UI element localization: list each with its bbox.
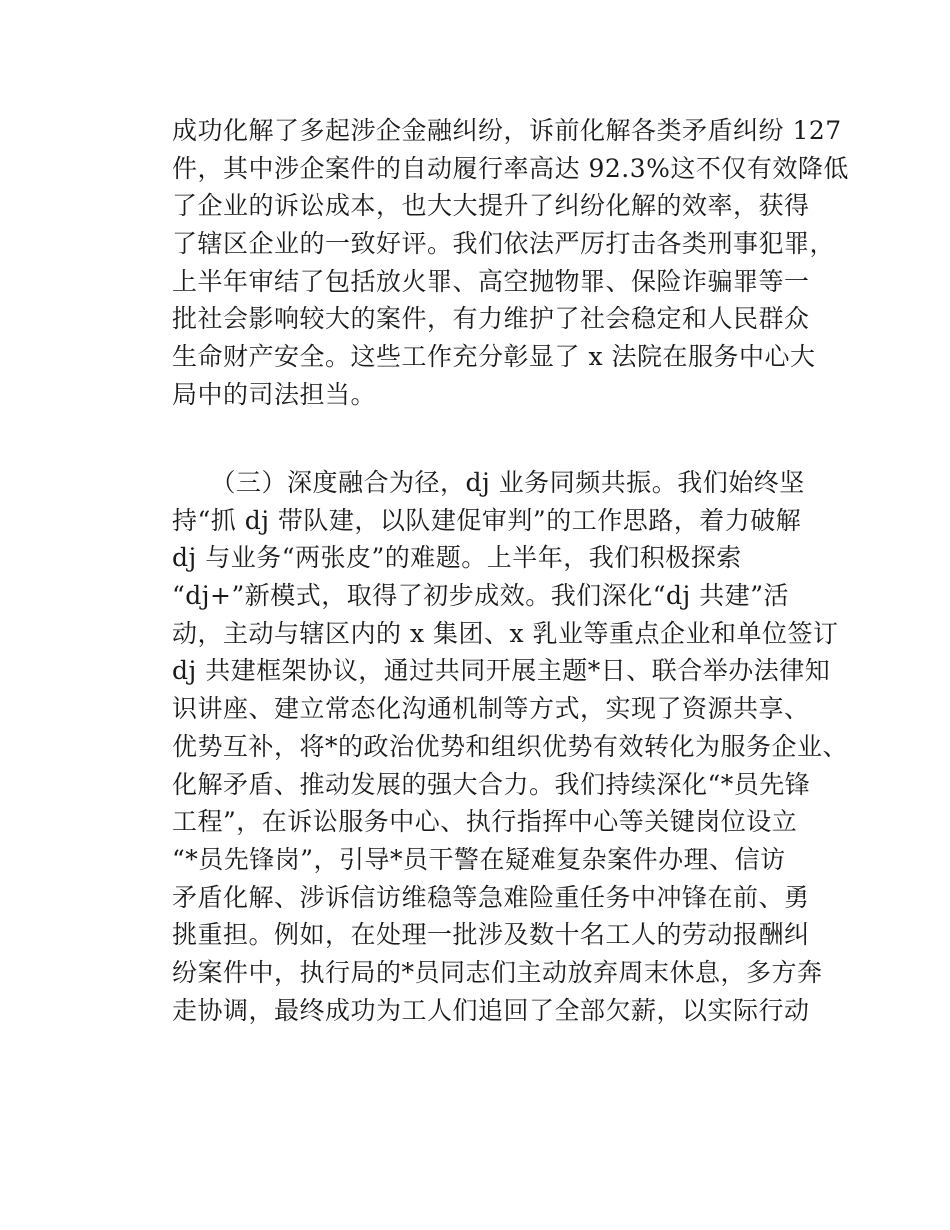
text-line: 件，其中涉企案件的自动履行率高达 92.3%这不仅有效降低 bbox=[172, 153, 849, 183]
paragraph-court-work-results bbox=[172, 112, 849, 414]
text-line: “dj+”新模式，取得了初步成效。我们深化“dj 共建”活 bbox=[172, 581, 790, 611]
text-line: 局中的司法担当。 bbox=[172, 379, 377, 409]
text-line: dj 共建框架协议，通过共同开展主题*日、联合举办法律知 bbox=[172, 656, 831, 686]
text-line: 成功化解了多起涉企金融纠纷，诉前化解各类矛盾纠纷 127 bbox=[172, 116, 842, 145]
text-line: 优势互补，将*的政治优势和组织优势有效转化为服务企业、 bbox=[172, 731, 849, 761]
text-line: 识讲座、建立常态化沟通机制等方式，实现了资源共享、 bbox=[172, 694, 810, 724]
text-line: 工程”，在诉讼服务中心、执行指挥中心等关键岗位设立 bbox=[172, 807, 798, 837]
text-line: 走协调，最终成功为工人们追回了全部欠薪，以实际行动 bbox=[172, 995, 810, 1025]
text-line: 动，主动与辖区内的 x 集团、x 乳业等重点企业和单位签订 bbox=[172, 618, 839, 648]
text-line: 挑重担。例如，在处理一批涉及数十名工人的劳动报酬纠 bbox=[172, 920, 810, 950]
text-line: 化解矛盾、推动发展的强大合力。我们持续深化“*员先锋 bbox=[172, 769, 811, 799]
text-line: 纷案件中，执行局的*员同志们主动放弃周末休息，多方奔 bbox=[172, 957, 823, 987]
text-line: 上半年审结了包括放火罪、高空抛物罪、保险诈骗罪等一 bbox=[172, 266, 810, 296]
text-line: 批社会影响较大的案件，有力维护了社会稳定和人民群众 bbox=[172, 304, 810, 334]
text-line: 矛盾化解、涉诉信访维稳等急难险重任务中冲锋在前、勇 bbox=[172, 882, 810, 912]
text-line: dj 与业务“两张皮”的难题。上半年，我们积极探索 bbox=[172, 543, 742, 573]
section-heading-line: （三）深度融合为径，dj 业务同频共振。我们始终坚 bbox=[172, 468, 805, 497]
text-line: 持“抓 dj 带队建，以队建促审判”的工作思路，着力破解 bbox=[172, 505, 802, 535]
paragraph-section-three bbox=[172, 464, 849, 1029]
text-line: 生命财产安全。这些工作充分彰显了 x 法院在服务中心大 bbox=[172, 342, 816, 372]
text-line: “*员先锋岗”，引导*员干警在疑难复杂案件办理、信访 bbox=[172, 844, 786, 874]
text-line: 了辖区企业的一致好评。我们依法严厉打击各类刑事犯罪， bbox=[172, 229, 836, 259]
text-line: 了企业的诉讼成本，也大大提升了纠纷化解的效率，获得 bbox=[172, 191, 810, 221]
